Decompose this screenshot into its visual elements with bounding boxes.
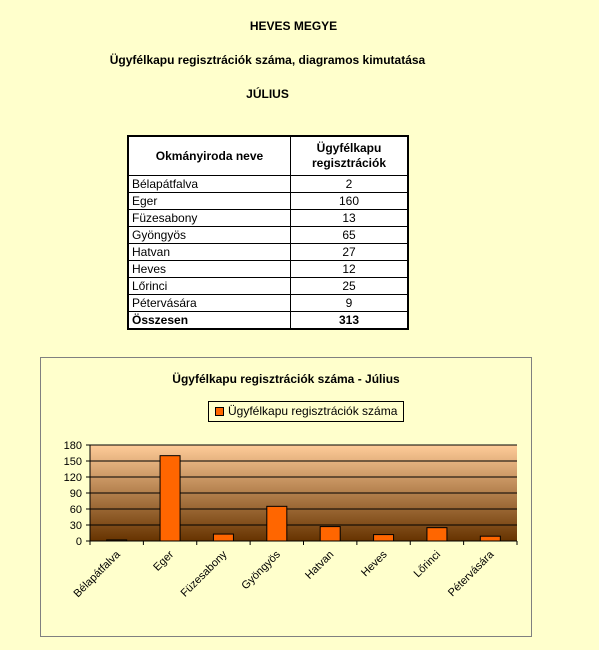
column-header-office: Okmányiroda neve (128, 136, 291, 176)
bar-2 (213, 534, 233, 541)
x-tick-label: Lőrinci (411, 548, 444, 581)
column-header-line1: Ügyfélkapu (316, 141, 382, 155)
office-name: Heves (128, 261, 291, 278)
bar-4 (320, 527, 340, 541)
bar-5 (374, 535, 394, 541)
table-row (128, 295, 408, 312)
x-tick-label: Hatvan (303, 548, 337, 582)
report-subtitle: Ügyfélkapu regisztrációk száma, diagramos kimutatása (109, 53, 426, 67)
office-name: Pétervására (128, 295, 291, 312)
table-header-row (128, 136, 408, 176)
office-name: Lőrinci (128, 278, 291, 295)
registration-count: 12 (291, 261, 409, 278)
registration-count: 160 (291, 193, 409, 210)
y-tick-label: 30 (69, 520, 82, 532)
table-row (128, 244, 408, 261)
y-tick-label: 150 (63, 456, 82, 468)
table-row (128, 210, 408, 227)
table-row (128, 261, 408, 278)
office-name: Bélapátfalva (128, 176, 291, 193)
x-tick-label: Eger (151, 548, 177, 574)
table-total-row (128, 312, 408, 330)
x-tick-label: Pétervására (446, 548, 497, 600)
column-header-line2: regisztrációk (311, 156, 387, 170)
bar-3 (267, 506, 287, 541)
chart-title: Ügyfélkapu regisztrációk száma - Július (172, 372, 400, 386)
bar-7 (480, 536, 500, 541)
month-title: JÚLIUS (246, 87, 289, 101)
office-name: Gyöngyös (128, 227, 291, 244)
registration-count: 25 (291, 278, 409, 295)
y-tick-label: 90 (69, 488, 82, 500)
table-row (128, 227, 408, 244)
x-tick-label: Gyöngyös (239, 548, 283, 593)
office-name: Hatvan (128, 244, 291, 261)
bar-chart (41, 358, 531, 636)
county-title: HEVES MEGYE (249, 19, 338, 33)
table-row (128, 193, 408, 210)
registration-count: 65 (291, 227, 409, 244)
table-row (128, 278, 408, 295)
y-tick-label: 60 (69, 504, 82, 516)
registration-count: 27 (291, 244, 409, 261)
table-row (128, 176, 408, 193)
office-name: Eger (128, 193, 291, 210)
x-tick-label: Bélapátfalva (71, 548, 123, 600)
x-tick-label: Heves (359, 548, 390, 580)
legend-label: Ügyfélkapu regisztrációk száma (228, 404, 398, 418)
y-tick-label: 180 (63, 440, 82, 452)
registration-count: 13 (291, 210, 409, 227)
column-header-registrations (291, 136, 409, 176)
bar-1 (160, 456, 180, 541)
registration-count: 9 (291, 295, 409, 312)
y-tick-label: 0 (75, 536, 82, 548)
bar-6 (427, 528, 447, 541)
x-tick-label: Füzesabony (178, 548, 230, 600)
office-name: Füzesabony (128, 210, 291, 227)
registration-count: 2 (291, 176, 409, 193)
y-tick-label: 120 (63, 472, 82, 484)
chart-area (40, 357, 532, 637)
total-value: 313 (291, 312, 409, 330)
total-label: Összesen (128, 312, 291, 330)
registration-table (127, 135, 409, 330)
